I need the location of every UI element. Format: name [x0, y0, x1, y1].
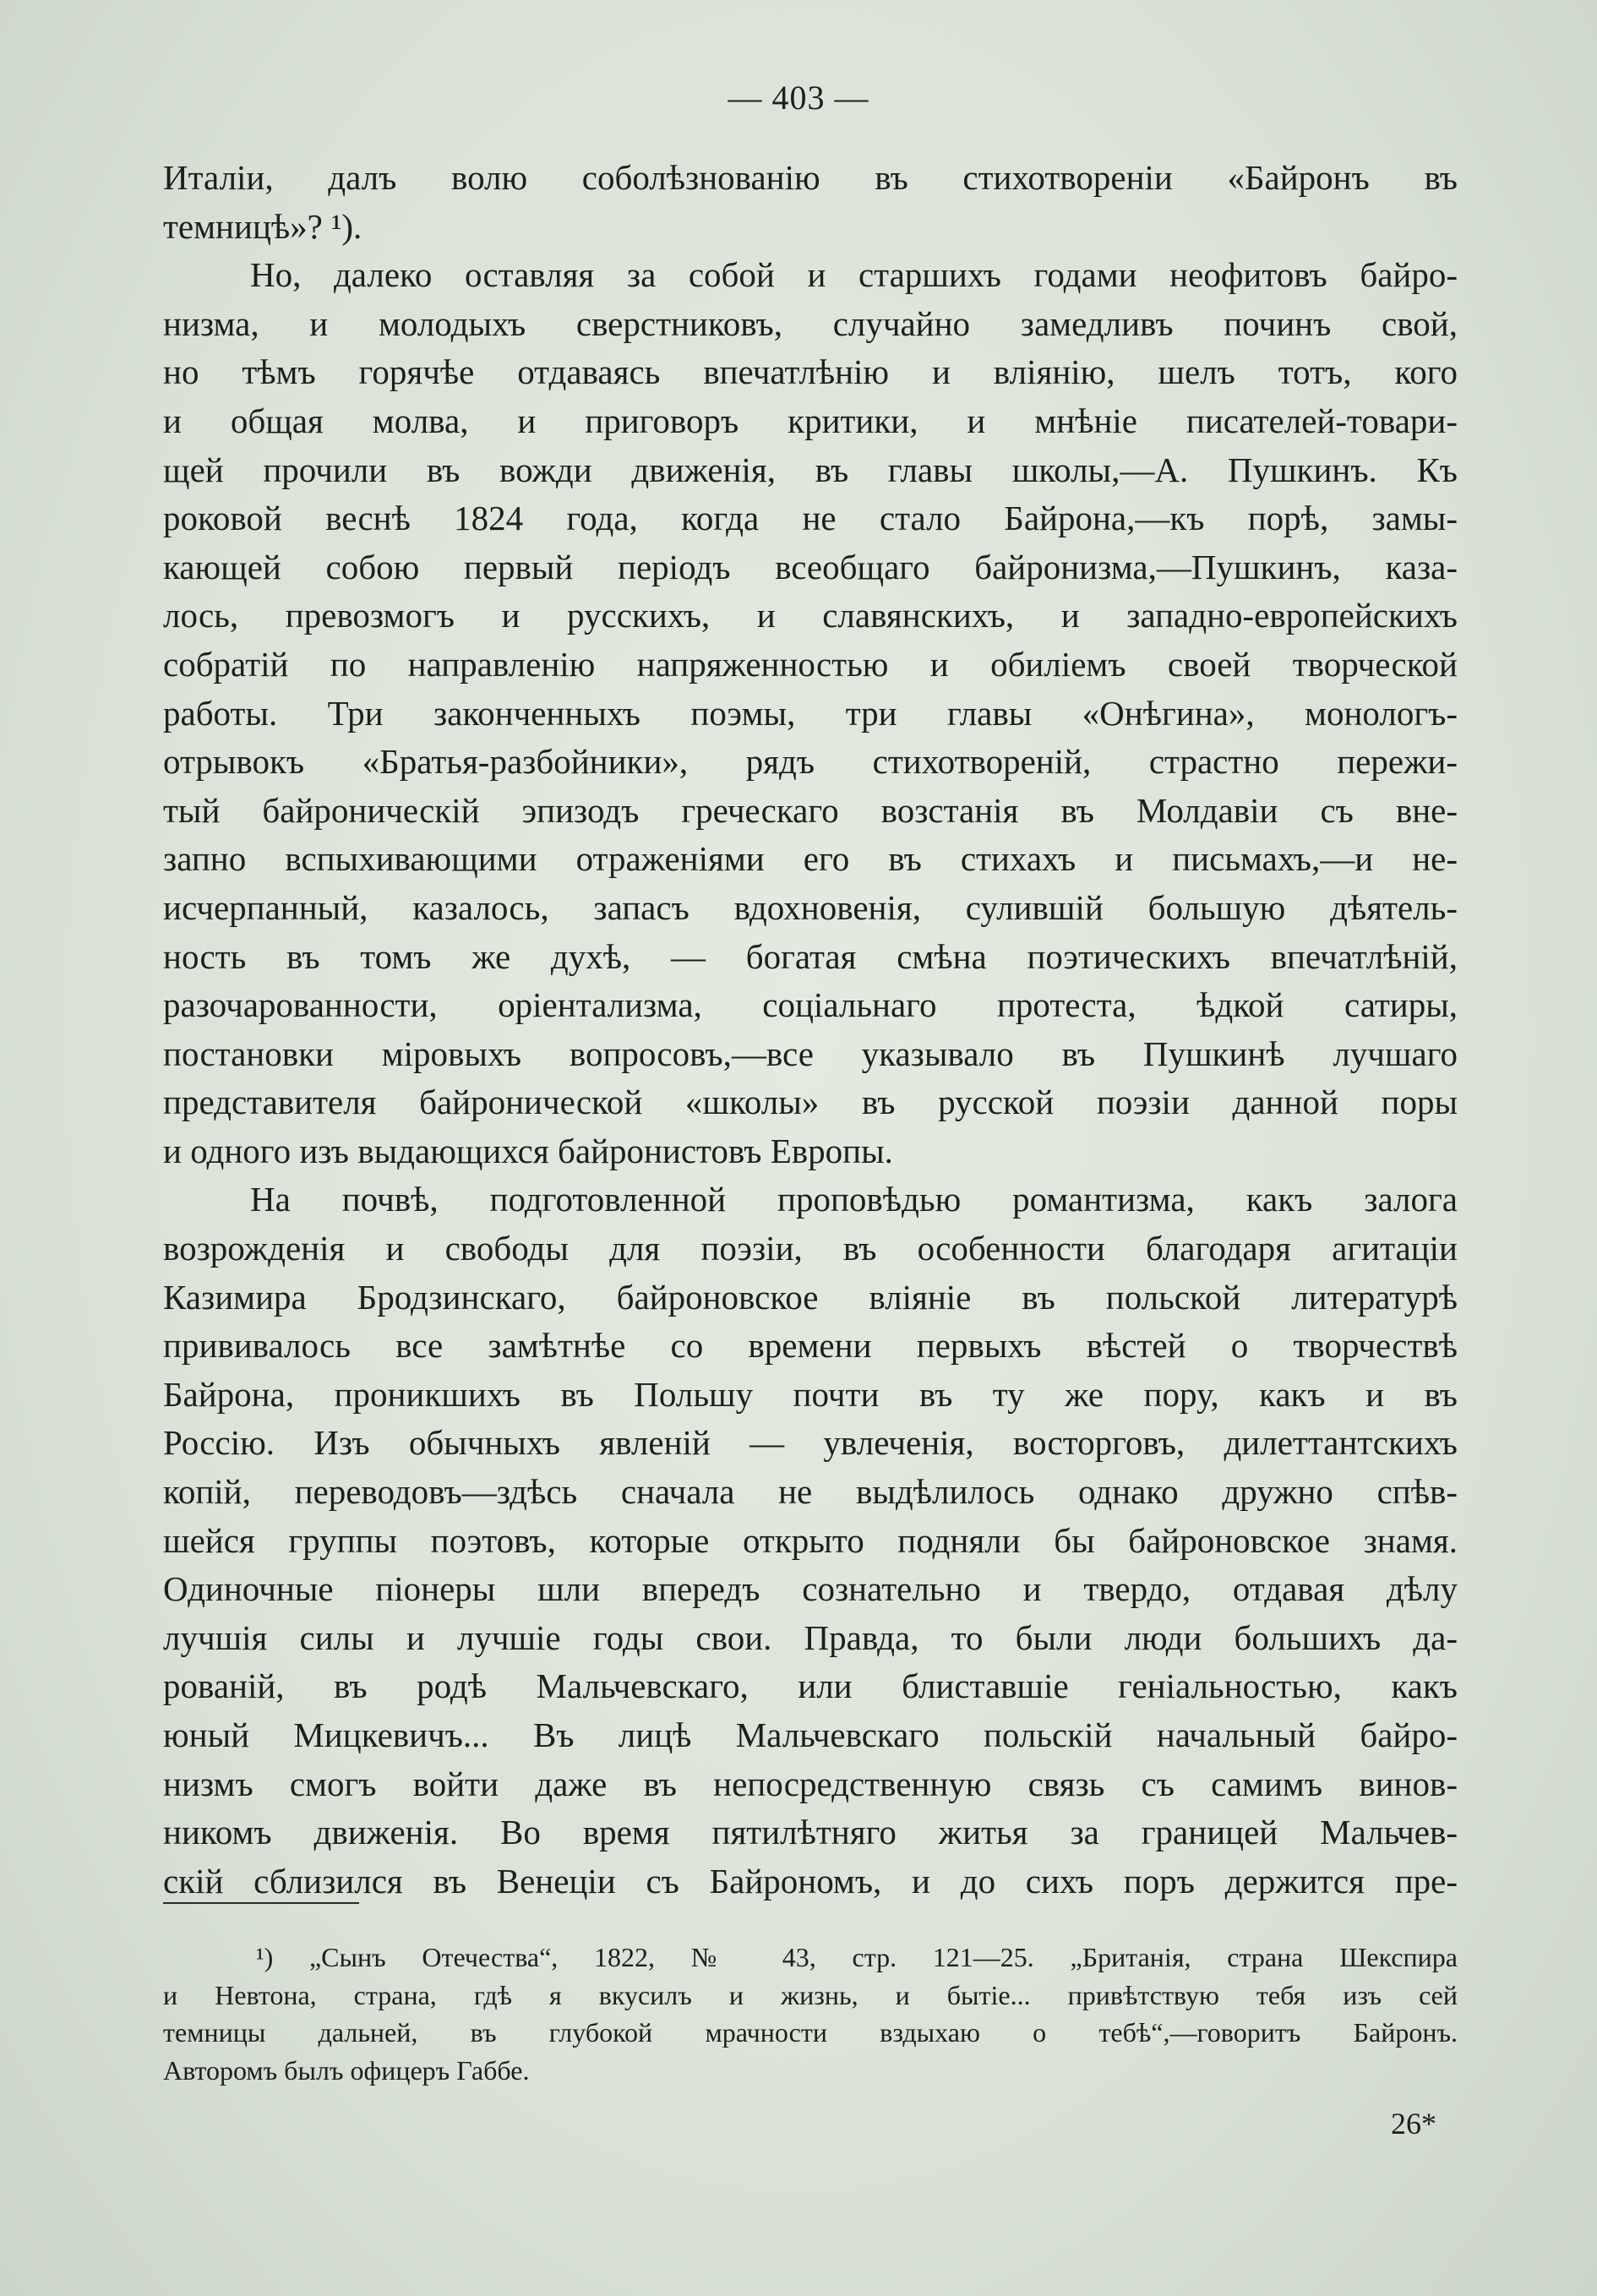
printer-signature-mark: 26*	[1391, 2107, 1436, 2141]
text-line: скій сблизился въ Венеціи съ Байрономъ, и до сихъ поръ держится пре-	[163, 1861, 1458, 1901]
text-line: Байрона, проникшихъ въ Польшу почти въ ту же пору, какъ и въ	[163, 1374, 1458, 1414]
text-line: ность въ томъ же духѣ, — богатая смѣна поэтическихъ впечатлѣній,	[163, 936, 1458, 976]
text-line: Но, далеко оставляя за собой и старшихъ годами неофитовъ байро-	[250, 255, 1458, 295]
text-line: темницѣ»? ¹).	[163, 206, 362, 246]
text-line: щей прочили въ вожди движенія, въ главы школы,—А. Пушкинъ. Къ	[163, 450, 1458, 489]
text-line: Италіи, далъ волю соболѣзнованію въ стихотвореніи «Байронъ въ	[163, 158, 1458, 197]
text-line: лучшія силы и лучшіе годы свои. Правда, то были люди большихъ да-	[163, 1617, 1458, 1657]
text-line: тый байроническій эпизодъ греческаго возстанія въ Молдавіи съ вне-	[163, 790, 1458, 830]
text-line: представителя байронической «школы» въ русской поэзіи данной поры	[163, 1083, 1458, 1122]
text-line: низма, и молодыхъ сверстниковъ, случайно замедливъ починъ свой,	[163, 303, 1458, 343]
text-line: кающей собою первый періодъ всеобщаго байронизма,—Пушкинъ, каза-	[163, 547, 1458, 586]
text-line: шейся группы поэтовъ, которые открыто подняли бы байроновское знамя.	[163, 1520, 1458, 1560]
text-line: собратій по направленію напряженностью и обиліемъ своей творческой	[163, 644, 1458, 684]
text-line: исчерпанный, казалось, запасъ вдохновенія, сулившій большую дѣятель-	[163, 887, 1458, 927]
text-line: прививалось все замѣтнѣе со времени первыхъ вѣстей о творчествѣ	[163, 1326, 1458, 1366]
footnote-line: и Невтона, страна, гдѣ я вкусилъ и жизнь, и бытіе... привѣтствую тебя изъ сей	[163, 1979, 1458, 2010]
text-line: возрожденія и свободы для поэзіи, въ особенности благодаря агитаціи	[163, 1229, 1458, 1268]
text-line: лось, превозмогъ и русскихъ, и славянскихъ, и западно-европейскихъ	[163, 596, 1458, 635]
footnote-separator	[163, 1902, 359, 1904]
text-line: На почвѣ, подготовленной проповѣдью романтизма, какъ залога	[250, 1180, 1458, 1219]
text-line: юный Мицкевичъ... Въ лицѣ Мальчевскаго польскій начальный байро-	[163, 1715, 1458, 1754]
text-line: Казимира Бродзинскаго, байроновское вліяніе въ польской литературѣ	[163, 1277, 1458, 1317]
footnotes	[163, 1939, 1458, 2089]
page-number: — 403 —	[728, 79, 869, 117]
text-line: низмъ смогъ войти даже въ непосредственную связь съ самимъ винов-	[163, 1764, 1458, 1803]
text-line: копій, переводовъ—здѣсь сначала не выдѣлилось однако дружно спѣв-	[163, 1472, 1458, 1512]
text-line: и общая молва, и приговоръ критики, и мнѣніе писателей-товари-	[163, 401, 1458, 440]
footnote-line: ¹) „Сынъ Отечества“, 1822, № 43, стр. 121—25. „Британія, страна Шекспира	[256, 1942, 1458, 1972]
text-line: и одного изъ выдающихся байронистовъ Европы.	[163, 1131, 893, 1170]
text-line: Одиночные піонеры шли впередъ сознательно и твердо, отдавая дѣлу	[163, 1569, 1458, 1609]
text-line: запно вспыхивающими отраженіями его въ стихахъ и письмахъ,—и не-	[163, 839, 1458, 879]
footnote-line: Авторомъ былъ офицеръ Габбе.	[163, 2054, 530, 2086]
text-line: рованій, въ родѣ Мальчевскаго, или блиставшіе геніальностью, какъ	[163, 1666, 1458, 1706]
footnote-line: темницы дальней, въ глубокой мрачности вздыхаю о тебѣ“,—говоритъ Байронъ.	[163, 2017, 1458, 2048]
text-line: роковой веснѣ 1824 года, когда не стало Байрона,—къ порѣ, замы-	[163, 499, 1458, 538]
text-line: разочарованности, оріентализма, соціальнаго протеста, ѣдкой сатиры,	[163, 985, 1458, 1025]
text-line: но тѣмъ горячѣе отдаваясь впечатлѣнію и вліянію, шелъ тотъ, кого	[163, 352, 1458, 392]
text-line: никомъ движенія. Во время пятилѣтняго житья за границей Мальчев-	[163, 1813, 1458, 1852]
text-line: Россію. Изъ обычныхъ явленій — увлеченія, восторговъ, дилеттантскихъ	[163, 1423, 1458, 1463]
text-line: работы. Три законченныхъ поэмы, три главы «Онѣгина», монологъ-	[163, 693, 1458, 733]
main-text	[163, 154, 1458, 1906]
text-line: отрывокъ «Братья-разбойники», рядъ стихотвореній, страстно пережи-	[163, 742, 1458, 782]
text-line: постановки міровыхъ вопросовъ,—все указывало въ Пушкинѣ лучшаго	[163, 1033, 1458, 1073]
